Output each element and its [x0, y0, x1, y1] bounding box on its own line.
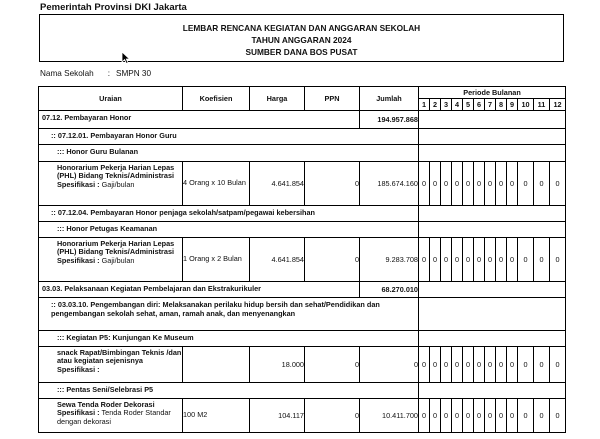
period-cell: 0: [419, 238, 430, 282]
ppn-cell: 0: [305, 399, 360, 433]
harga-cell: 4.641.854: [250, 238, 305, 282]
spec-label: Spesifikasi :: [57, 364, 100, 374]
harga-cell: 18.000: [250, 347, 305, 383]
period-cell: 0: [485, 399, 496, 433]
table-row: [39, 129, 566, 145]
period-cell: 0: [430, 238, 441, 282]
period-cell: 0: [463, 347, 474, 383]
period-cell: 0: [485, 238, 496, 282]
col-ppn: PPN: [305, 87, 360, 111]
harga-cell: 104.117: [250, 399, 305, 433]
item-name: Honorarium Pekerja Harian Lepas (PHL) Bidang Teknis/Administrasi: [57, 239, 175, 257]
period-cell: 0: [452, 399, 463, 433]
province-name: Pemerintah Provinsi DKI Jakarta: [40, 2, 187, 13]
school-label: Nama Sekolah: [40, 69, 94, 78]
month-header: 9: [507, 99, 518, 111]
koefisien-cell: 4 Orang x 10 Bulan: [183, 162, 250, 206]
item-name: Sewa Tenda Roder Dekorasi: [57, 400, 155, 409]
category-total: 68.270.010: [360, 282, 419, 298]
table-row: [39, 238, 566, 282]
month-header: 4: [452, 99, 463, 111]
month-header: 12: [550, 99, 566, 111]
item-description: [39, 162, 183, 206]
col-uraian: Uraian: [39, 87, 183, 111]
item-description: [39, 347, 183, 383]
activity-label: ::: Kegiatan P5: Kunjungan Ke Museum: [39, 331, 419, 347]
school-separator: :: [107, 69, 110, 78]
period-cell: 0: [507, 162, 518, 206]
period-cell: 0: [534, 238, 550, 282]
period-cell: 0: [550, 238, 566, 282]
period-cell: 0: [496, 162, 507, 206]
period-cell: 0: [550, 399, 566, 433]
month-header: 6: [474, 99, 485, 111]
item-name: snack Rapat/Bimbingan Teknis /dan atau kegiatan sejenisnya: [57, 348, 182, 366]
subcategory-label: :: 03.03.10. Pengembangan diri: Melaksanakan perilaku hidup bersih dan sehat/Pendidikan dan pengembangan sekolah sehat, aman, ramah anak, dan menyenangkan: [39, 298, 419, 331]
fiscal-year: TAHUN ANGGARAN 2024: [251, 35, 352, 45]
col-koefisien: Koefisien: [183, 87, 250, 111]
period-cell: 0: [534, 162, 550, 206]
period-cell: 0: [463, 238, 474, 282]
period-cell: 0: [518, 238, 534, 282]
period-cell: 0: [496, 399, 507, 433]
period-cell: 0: [441, 399, 452, 433]
period-cell: 0: [441, 347, 452, 383]
table-row: [39, 206, 566, 222]
period-cell: 0: [430, 162, 441, 206]
period-cell: 0: [507, 399, 518, 433]
period-cell: 0: [419, 347, 430, 383]
spec-value: Tenda Roder Standar dengan dekorasi: [57, 408, 171, 426]
period-cell: 0: [496, 347, 507, 383]
period-cell: 0: [419, 399, 430, 433]
table-row: [39, 383, 566, 399]
month-header: 5: [463, 99, 474, 111]
school-info: [40, 69, 151, 78]
table-row: [39, 399, 566, 433]
col-periode: Periode Bulanan: [419, 87, 566, 99]
period-cell: 0: [534, 399, 550, 433]
period-cell: 0: [463, 162, 474, 206]
spec-label: Spesifikasi :: [57, 255, 100, 265]
period-cell: 0: [474, 399, 485, 433]
table-row: [39, 222, 566, 238]
ppn-cell: 0: [305, 238, 360, 282]
table-row: [39, 347, 566, 383]
table-row: [39, 162, 566, 206]
period-cell: 0: [534, 347, 550, 383]
period-cell: 0: [430, 399, 441, 433]
table-row: [39, 331, 566, 347]
month-header: 2: [430, 99, 441, 111]
period-cell: 0: [518, 162, 534, 206]
document-title: LEMBAR RENCANA KEGIATAN DAN ANGGARAN SEKOLAH: [182, 23, 421, 33]
period-cell: 0: [518, 399, 534, 433]
jumlah-cell: 0: [360, 347, 419, 383]
period-cell: 0: [441, 162, 452, 206]
budget-table: [38, 86, 566, 433]
harga-cell: 4.641.854: [250, 162, 305, 206]
table-row: [39, 298, 566, 331]
period-cell: 0: [452, 238, 463, 282]
period-cell: 0: [474, 162, 485, 206]
category-label: 07.12. Pembayaran Honor: [39, 111, 360, 129]
jumlah-cell: 9.283.708: [360, 238, 419, 282]
period-cell: 0: [507, 347, 518, 383]
period-cell: 0: [474, 347, 485, 383]
period-cell: 0: [474, 238, 485, 282]
period-cell: 0: [496, 238, 507, 282]
spec-label: Spesifikasi :: [57, 179, 100, 189]
table-row: [39, 145, 566, 162]
spec-label: Spesifikasi :: [57, 408, 100, 418]
period-cell: 0: [518, 347, 534, 383]
month-header: 8: [496, 99, 507, 111]
period-cell: 0: [452, 347, 463, 383]
period-cell: 0: [550, 347, 566, 383]
funding-source: SUMBER DANA BOS PUSAT: [245, 47, 358, 57]
activity-label: ::: Honor Guru Bulanan: [39, 145, 419, 162]
period-cell: 0: [463, 399, 474, 433]
spec-value: Gaji/bulan: [101, 179, 135, 189]
col-harga: Harga: [250, 87, 305, 111]
activity-label: ::: Pentas Seni/Selebrasi P5: [39, 383, 419, 399]
ppn-cell: 0: [305, 162, 360, 206]
koefisien-cell: 1 Orang x 2 Bulan: [183, 238, 250, 282]
item-description: [39, 238, 183, 282]
spec-value: Gaji/bulan: [101, 255, 135, 265]
ppn-cell: 0: [305, 347, 360, 383]
col-jumlah: Jumlah: [360, 87, 419, 111]
table-row: [39, 111, 566, 129]
period-cell: 0: [507, 238, 518, 282]
activity-label: ::: Honor Petugas Keamanan: [39, 222, 419, 238]
month-header: 10: [518, 99, 534, 111]
month-header: 3: [441, 99, 452, 111]
month-header: 11: [534, 99, 550, 111]
period-cell: 0: [441, 238, 452, 282]
koefisien-cell: 100 M2: [183, 399, 250, 433]
month-header: 1: [419, 99, 430, 111]
period-cell: 0: [485, 347, 496, 383]
item-description: [39, 399, 183, 433]
mouse-cursor-icon: [121, 51, 131, 65]
category-total: 194.957.868: [360, 111, 419, 129]
document-header: [39, 14, 564, 62]
item-name: Honorarium Pekerja Harian Lepas (PHL) Bidang Teknis/Administrasi: [57, 163, 175, 181]
school-name: SMPN 30: [115, 69, 152, 78]
category-label: 03.03. Pelaksanaan Kegiatan Pembelajaran dan Ekstrakurikuler: [39, 282, 360, 298]
period-cell: 0: [550, 162, 566, 206]
period-cell: 0: [485, 162, 496, 206]
table-row: [39, 282, 566, 298]
month-header: 7: [485, 99, 496, 111]
subcategory-label: :: 07.12.01. Pembayaran Honor Guru: [39, 129, 419, 145]
period-cell: 0: [452, 162, 463, 206]
period-cell: 0: [430, 347, 441, 383]
period-cell: 0: [419, 162, 430, 206]
koefisien-cell: [183, 347, 250, 383]
subcategory-label: :: 07.12.04. Pembayaran Honor penjaga sekolah/satpam/pegawai kebersihan: [39, 206, 419, 222]
jumlah-cell: 185.674.160: [360, 162, 419, 206]
jumlah-cell: 10.411.700: [360, 399, 419, 433]
